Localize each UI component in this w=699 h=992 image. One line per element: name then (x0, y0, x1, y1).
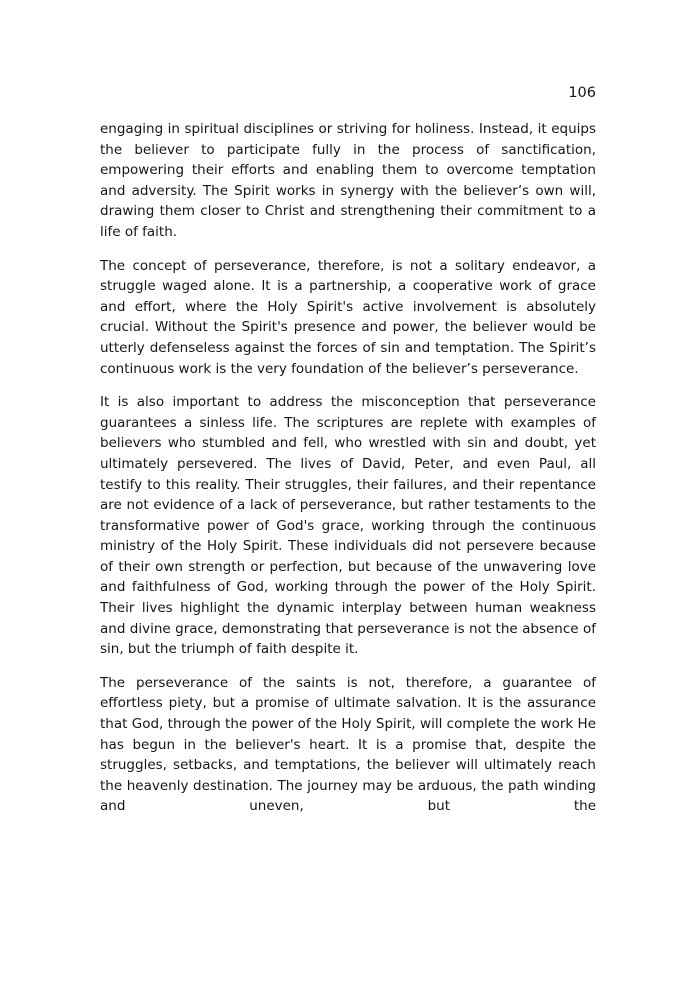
page-number: 106 (568, 85, 596, 101)
paragraph-2: The concept of perseverance, therefore, is not a solitary endeavor, a struggle waged alone. It is a partnership, a cooperative work of grace and effort, where the Holy Spirit's active involvement is absolutely crucial. Without the Spirit's presence and power, the believer would be utterly defenseless against the forces of sin and temptation. The Spirit’s continuous work is the very foundation of the believer’s perseverance. (100, 257, 596, 377)
paragraph-1: engaging in spiritual disciplines or striving for holiness. Instead, it equips the believer to participate fully in the process of sanctification, empowering their efforts and enabling them to overcome temptation and adversity. The Spirit works in synergy with the believer’s own will, drawing them closer to Christ and strengthening their commitment to a life of faith. (100, 121, 596, 240)
page-content (100, 119, 596, 830)
paragraph-4: The perseverance of the saints is not, therefore, a guarantee of effortless piety, but a promise of ultimate salvation. It is the assurance that God, through the power of the Holy Spirit, will complete the work He has begun in the believer's heart. It is a promise that, despite the struggles, setbacks, and temptations, the believer will ultimately reach the heavenly destination. The journey may be arduous, the path winding and uneven, but the (100, 674, 596, 815)
paragraph-3: It is also important to address the misconception that perseverance guarantees a sinless life. The scriptures are replete with examples of believers who stumbled and fell, who wrestled with sin and doubt, yet ultimately persevered. The lives of David, Peter, and even Paul, all testify to this reality. Their struggles, their failures, and their repentance are not evidence of a lack of perseverance, but rather testaments to the transformative power of God's grace, working through the continuous ministry of the Holy Spirit. These individuals did not persevere because of their own strength or perfection, but because of the unwavering love and faithfulness of God, working through the power of the Holy Spirit. Their lives highlight the dynamic interplay between human weakness and divine grace, demonstrating that perseverance is not the absence of sin, but the triumph of faith despite it. (100, 394, 596, 658)
